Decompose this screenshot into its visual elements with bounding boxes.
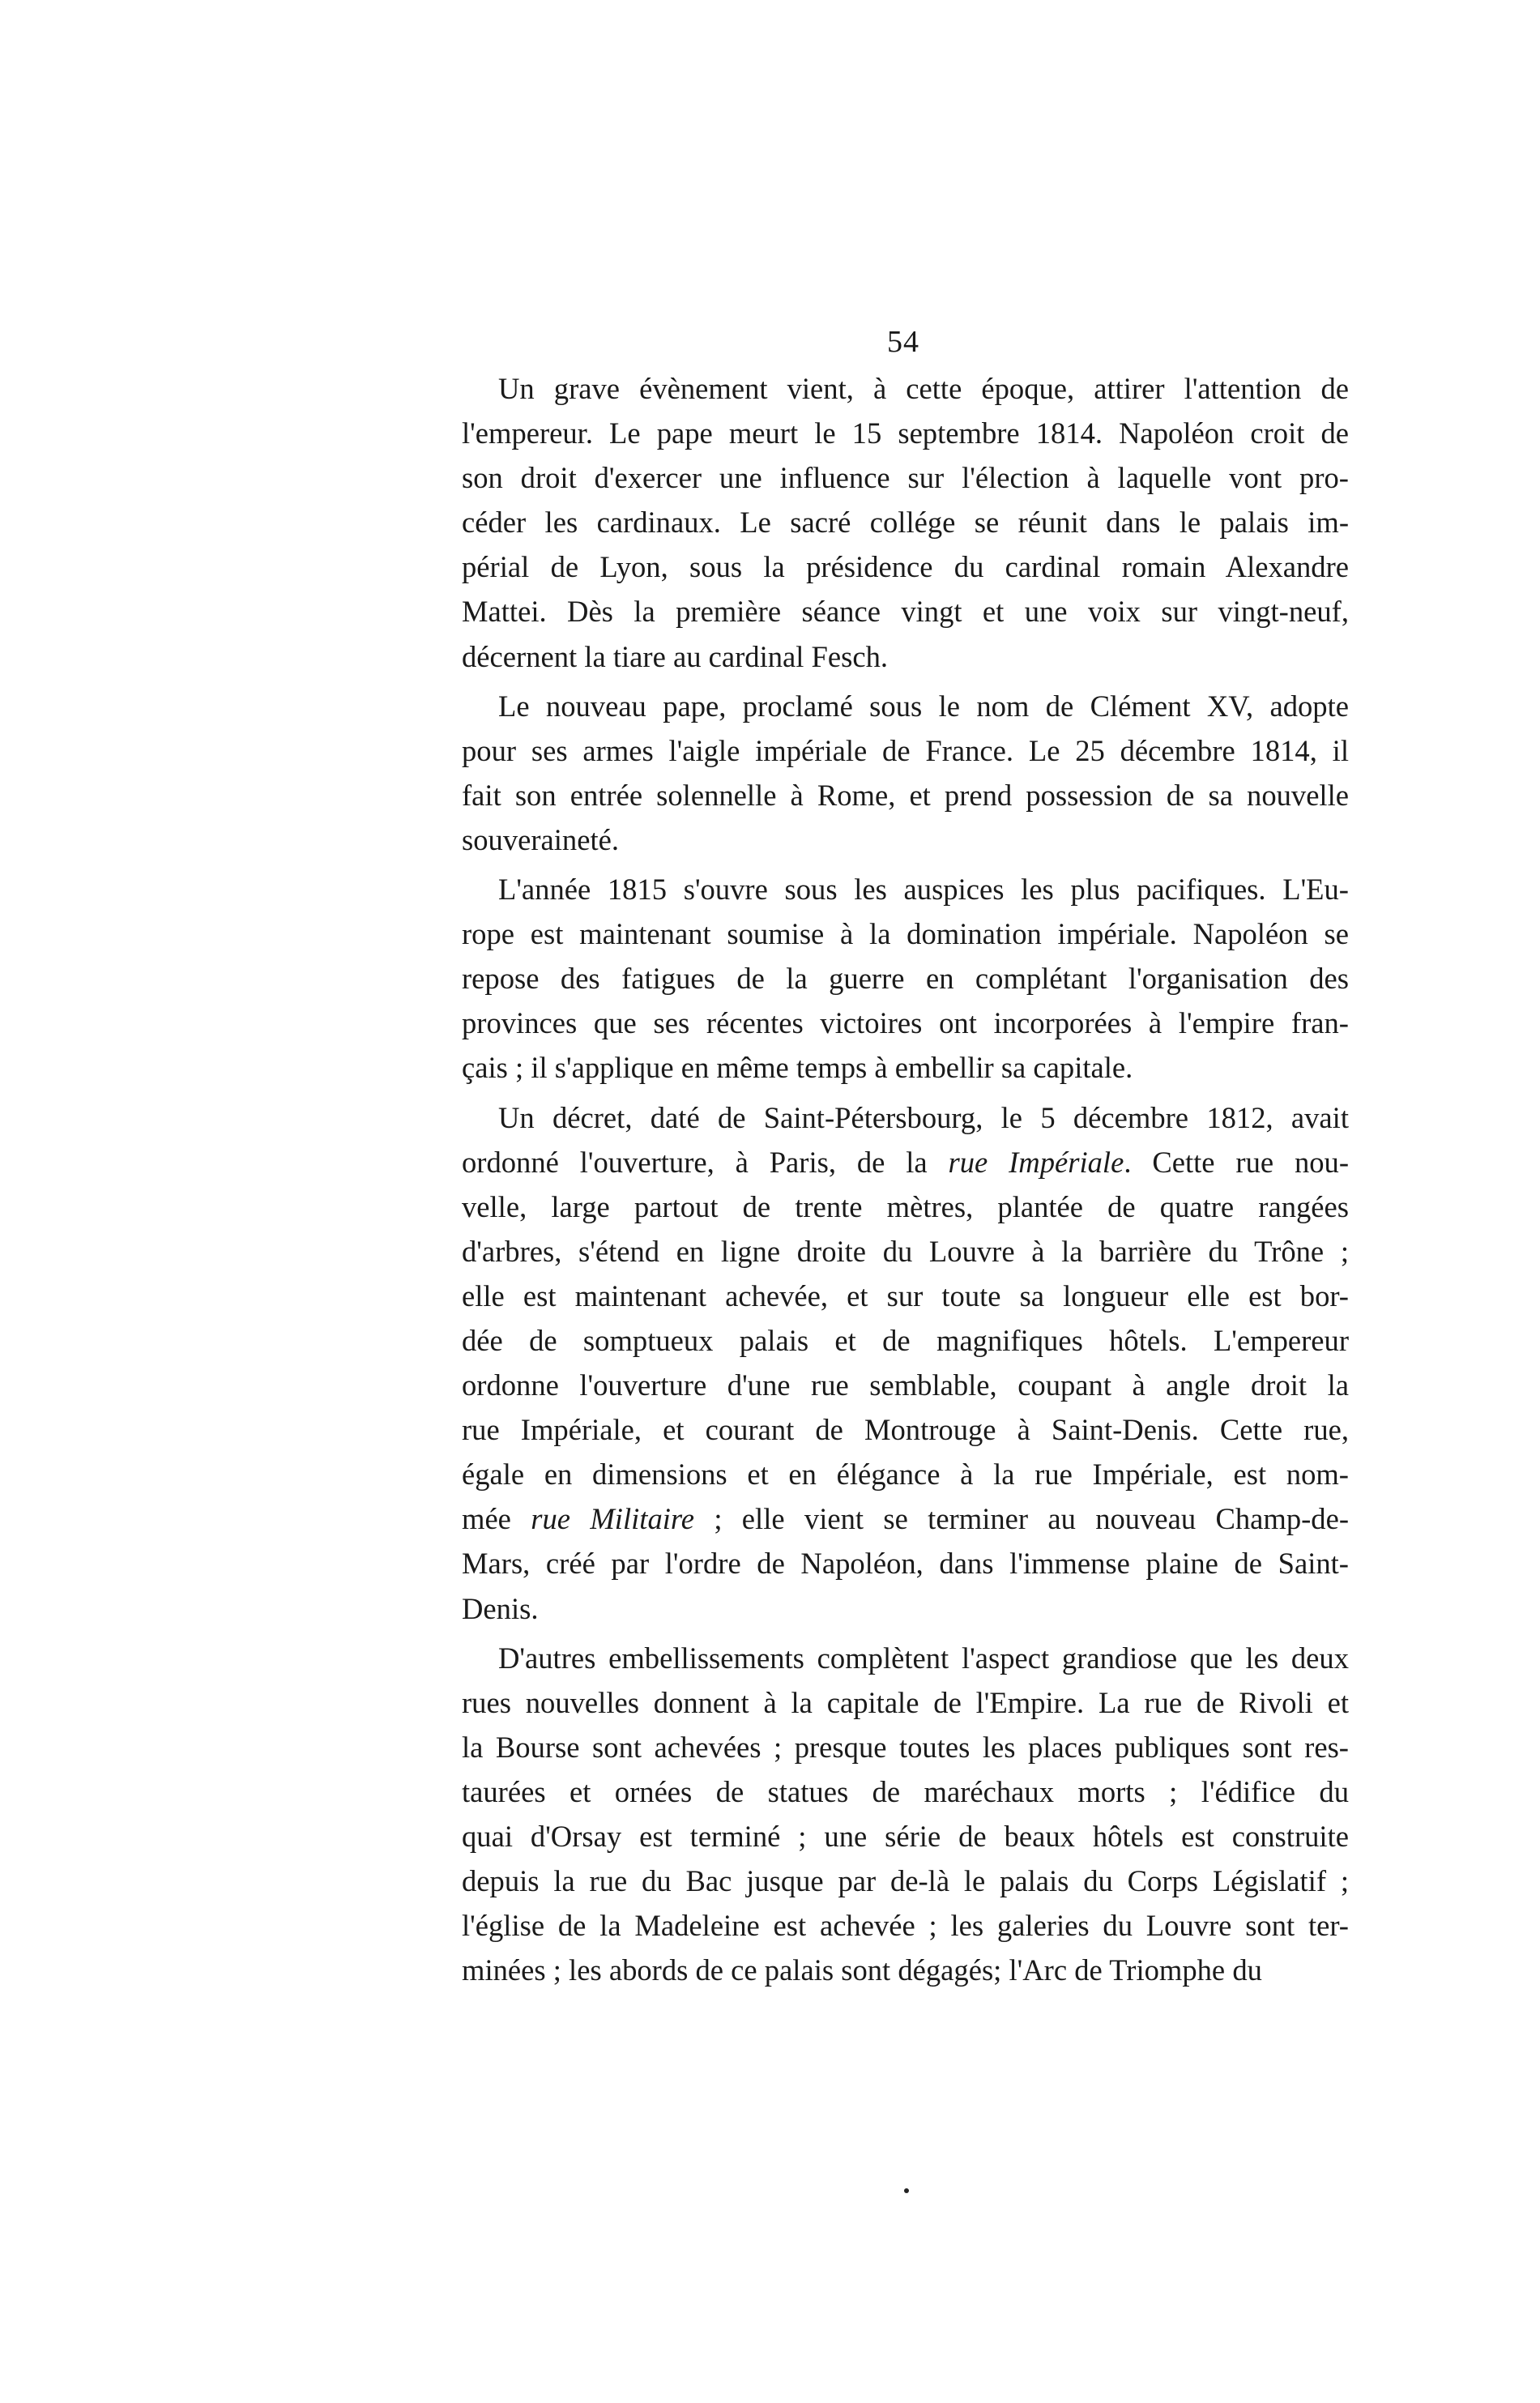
text-line: Le nouveau pape, proclamé sous le nom de Clément XV, adopte — [498, 689, 1349, 723]
text-line: Un grave évènement vient, à cette époque, attirer l'attention de — [498, 372, 1349, 405]
text-line: D'autres embellissements complètent l'aspect grandiose que les deux — [498, 1641, 1349, 1675]
body-text — [462, 366, 1349, 1997]
page-number: 54 — [887, 325, 919, 359]
paragraph — [462, 1636, 1349, 1993]
text-line: ordonne l'ouverture d'une rue semblable, coupant à angle droit la — [462, 1368, 1349, 1402]
text-line: pour ses armes l'aigle impériale de France. Le 25 décembre 1814, il — [462, 733, 1349, 767]
text-line: l'empereur. Le pape meurt le 15 septembre 1814. Napoléon croit de — [462, 416, 1349, 450]
text-line: mée rue Militaire ; elle vient se terminer au nouveau Champ-de- — [462, 1502, 1349, 1536]
text-line: l'église de la Madeleine est achevée ; les galeries du Louvre sont ter- — [462, 1909, 1349, 1943]
text-line: dée de somptueux palais et de magnifiques hôtels. L'empereur — [462, 1323, 1349, 1357]
text-line: minées ; les abords de ce palais sont dégagés; l'Arc de Triomphe du — [462, 1953, 1262, 1987]
text-line: Mars, créé par l'ordre de Napoléon, dans l'immense plaine de Saint- — [462, 1547, 1349, 1581]
text-line: décernent la tiare au cardinal Fesch. — [462, 639, 889, 673]
text-line: périal de Lyon, sous la présidence du cardinal romain Alexandre — [462, 550, 1349, 584]
text-line: fait son entrée solennelle à Rome, et prend possession de sa nouvelle — [462, 778, 1349, 812]
text-line: égale en dimensions et en élégance à la rue Impériale, est nom- — [462, 1458, 1349, 1492]
text-line: quai d'Orsay est terminé ; une série de beaux hôtels est construite — [462, 1820, 1349, 1853]
text-line: rope est maintenant soumise à la domination impériale. Napoléon se — [462, 917, 1349, 951]
text-line: taurées et ornées de statues de maréchaux morts ; l'édifice du — [462, 1774, 1349, 1808]
paragraph — [462, 867, 1349, 1090]
text-line: d'arbres, s'étend en ligne droite du Louvre à la barrière du Trône ; — [462, 1234, 1349, 1268]
text-line: depuis la rue du Bac jusque par de-là le palais du Corps Législatif ; — [462, 1864, 1349, 1898]
text-line: céder les cardinaux. Le sacré collége se réunit dans le palais im- — [462, 506, 1349, 540]
text-line: son droit d'exercer une influence sur l'élection à laquelle vont pro- — [462, 461, 1349, 495]
paragraph — [462, 684, 1349, 862]
text-line: çais ; il s'applique en même temps à embellir sa capitale. — [462, 1051, 1133, 1085]
text-line: elle est maintenant achevée, et sur toute sa longueur elle est bor- — [462, 1278, 1349, 1312]
text-line: velle, large partout de trente mètres, plantée de quatre rangées — [462, 1189, 1349, 1223]
text-line: ordonné l'ouverture, à Paris, de la rue Impériale. Cette rue nou- — [462, 1145, 1350, 1179]
text-line: la Bourse sont achevées ; presque toutes les places publiques sont res- — [462, 1730, 1349, 1764]
text-line: souveraineté. — [462, 822, 619, 856]
paragraph — [462, 366, 1349, 679]
text-line: L'année 1815 s'ouvre sous les auspices les plus pacifiques. L'Eu- — [498, 873, 1349, 907]
ink-speck — [904, 2188, 909, 2193]
text-line: Mattei. Dès la première séance vingt et une voix sur vingt-neuf, — [462, 595, 1349, 629]
text-line: rue Impériale, et courant de Montrouge à Saint-Denis. Cette rue, — [462, 1413, 1349, 1447]
text-line: provinces que ses récentes victoires ont incorporées à l'empire fran- — [462, 1006, 1349, 1040]
text-line: repose des fatigues de la guerre en complétant l'organisation des — [462, 962, 1349, 996]
paragraph — [462, 1095, 1349, 1631]
text-line: rues nouvelles donnent à la capitale de l'Empire. La rue de Rivoli et — [462, 1685, 1349, 1719]
text-line: Un décret, daté de Saint-Pétersbourg, le 5 décembre 1812, avait — [498, 1100, 1349, 1134]
text-line: Denis. — [462, 1591, 539, 1625]
